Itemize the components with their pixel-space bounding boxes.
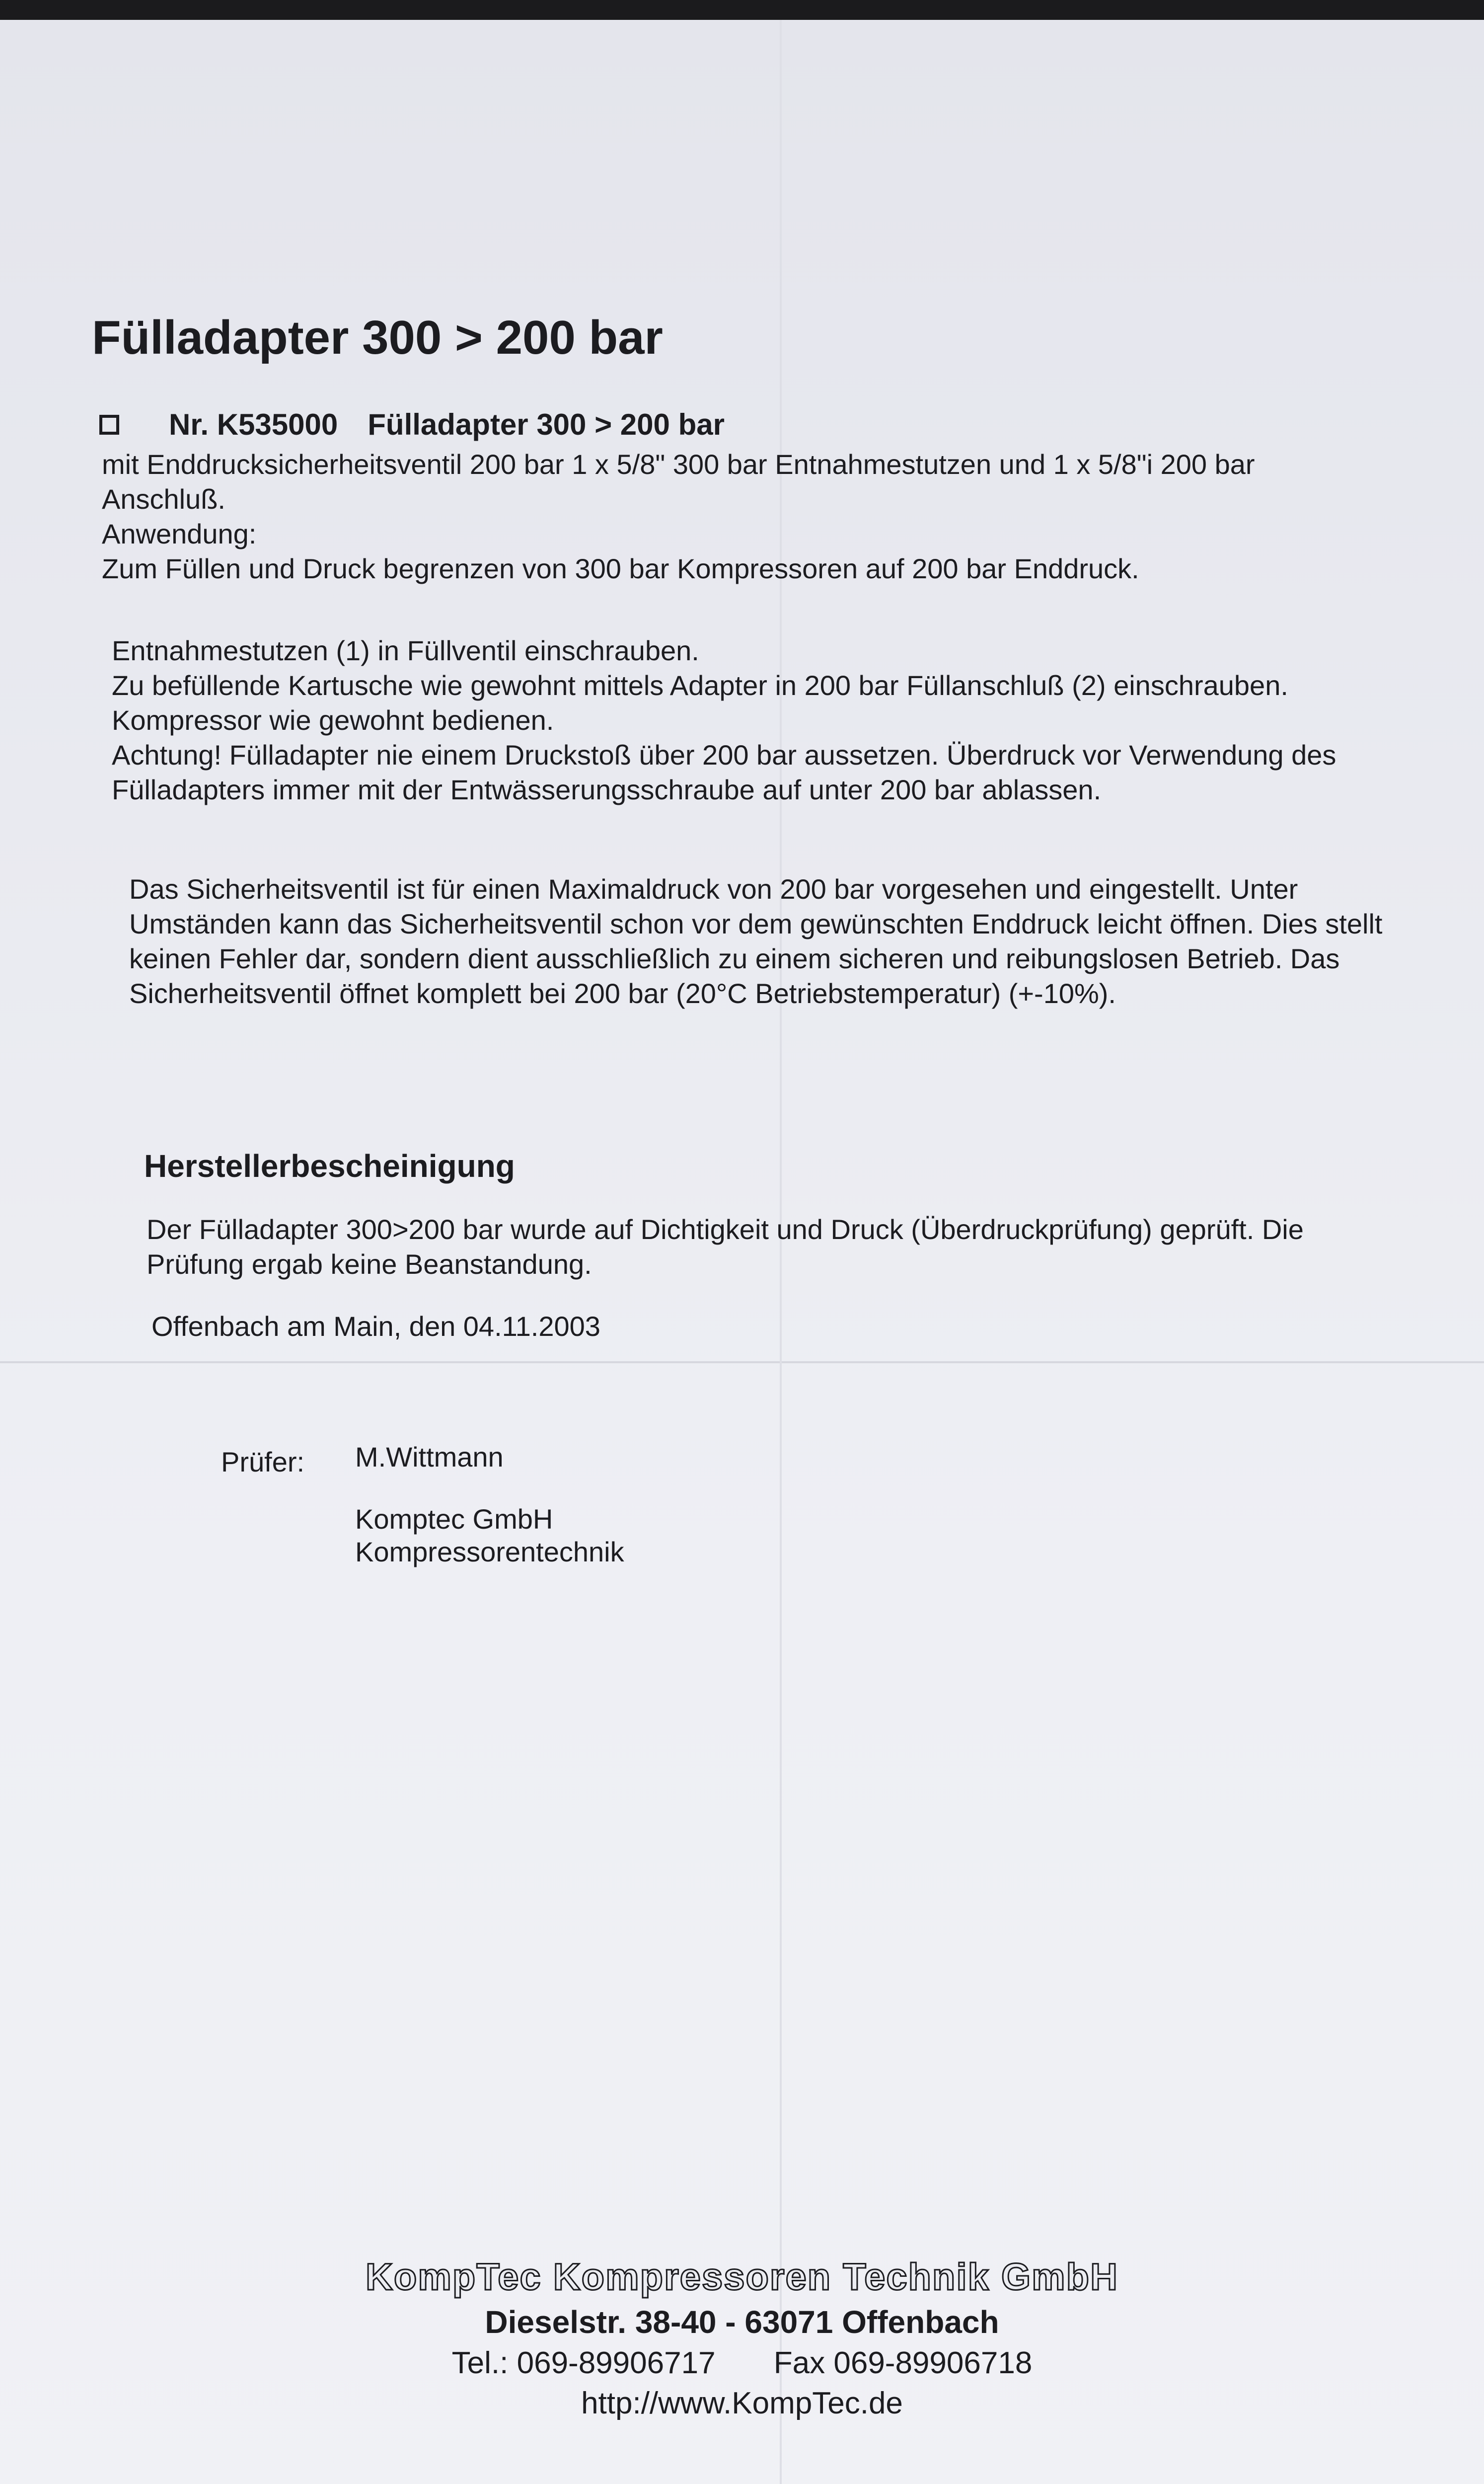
safety-line: Sicherheitsventil öffnet komplett bei 200 bar (20°C Betriebstemperatur) (+-10%). [129, 978, 1116, 1009]
inspector-label: Prüfer: [221, 1446, 305, 1477]
document-page [0, 20, 1484, 2484]
safety-line: Das Sicherheitsventil ist für einen Maximaldruck von 200 bar vorgesehen und eingestellt. Unter [129, 873, 1298, 905]
description-line: Anwendung: [102, 518, 257, 549]
instruction-line: Entnahmestutzen (1) in Füllventil einschrauben. [112, 635, 699, 666]
footer-tel: Tel.: 069-89906717 [451, 2346, 716, 2380]
product-number: Nr. K535000 [169, 408, 338, 441]
checkbox-icon [99, 415, 119, 435]
company-name: Komptec GmbH [355, 1503, 553, 1535]
footer-address: Dieselstr. 38-40 - 63071 Offenbach [485, 2304, 999, 2340]
inspector-company [355, 1503, 624, 1568]
safety-line: Umständen kann das Sicherheitsventil schon vor dem gewünschten Enddruck leicht öffnen. Dies stellt [129, 908, 1383, 939]
footer-phones [0, 2345, 1484, 2381]
footer-fax: Fax 069-89906718 [773, 2346, 1033, 2380]
product-title [99, 407, 725, 442]
instruction-line: Kompressor wie gewohnt bedienen. [112, 704, 554, 736]
description-line: mit Enddrucksicherheitsventil 200 bar 1 x 5/8" 300 bar Entnahmestutzen und 1 x 5/8"i 200 bar [102, 449, 1255, 480]
certificate-line: Der Fülladapter 300>200 bar wurde auf Dichtigkeit und Druck (Überdruckprüfung) geprüft. Die [147, 1214, 1304, 1245]
company-subtitle: Kompressorentechnik [355, 1536, 624, 1567]
footer-url: http://www.KompTec.de [581, 2386, 903, 2420]
instruction-line: Achtung! Fülladapter nie einem Druckstoß über 200 bar aussetzen. Überdruck vor Verwendung des [112, 739, 1336, 771]
safety-block [129, 872, 1382, 1011]
product-name: Fülladapter 300 > 200 bar [368, 408, 725, 441]
safety-line: keinen Fehler dar, sondern dient ausschließlich zu einem sicheren und reibungslosen Betrieb. Das [129, 943, 1340, 974]
certificate-heading: Herstellerbescheinigung [144, 1148, 515, 1184]
certificate-text [147, 1212, 1304, 1282]
footer-company: KompTec Kompressoren Technik GmbH [366, 2256, 1118, 2298]
instruction-line: Fülladapters immer mit der Entwässerungsschraube auf unter 200 bar ablassen. [112, 774, 1102, 805]
inspector-name: M.Wittmann [355, 1441, 504, 1473]
place-date: Offenbach am Main, den 04.11.2003 [151, 1311, 600, 1342]
description-line: Zum Füllen und Druck begrenzen von 300 bar Kompressoren auf 200 bar Enddruck. [102, 553, 1139, 584]
letterhead-footer [0, 2255, 1484, 2421]
document-heading: Fülladapter 300 > 200 bar [92, 311, 663, 364]
certificate-line: Prüfung ergab keine Beanstandung. [147, 1248, 592, 1280]
instruction-line: Zu befüllende Kartusche wie gewohnt mittels Adapter in 200 bar Füllanschluß (2) einschrauben. [112, 670, 1288, 701]
description-block [102, 447, 1255, 586]
description-line: Anschluß. [102, 483, 225, 515]
instructions-block [112, 633, 1336, 807]
horizontal-fold-line [0, 1361, 1484, 1363]
